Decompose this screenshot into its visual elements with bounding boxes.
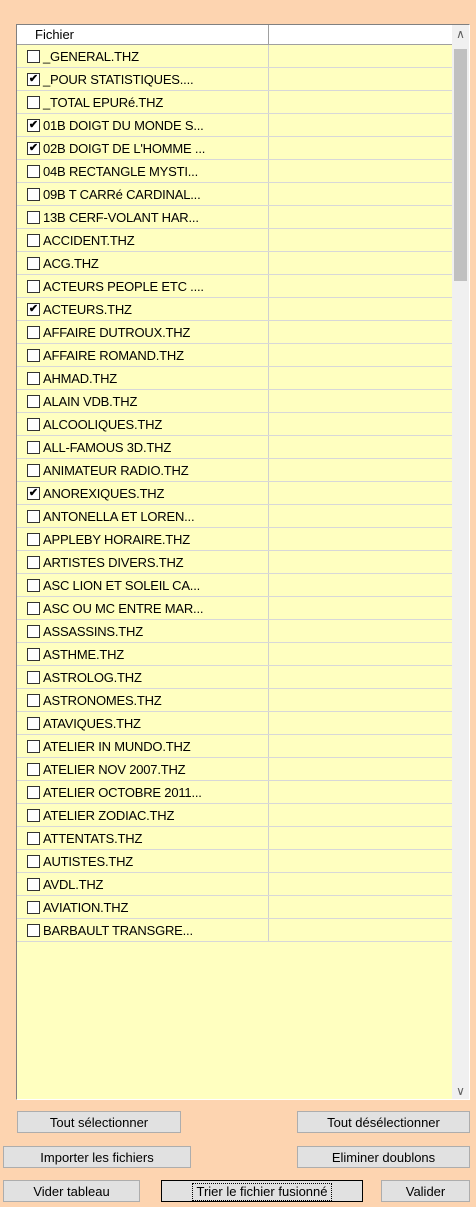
file-name: ASTRONOMES.THZ bbox=[43, 692, 162, 708]
file-checkbox[interactable] bbox=[27, 602, 40, 615]
blank-cell[interactable] bbox=[269, 436, 453, 458]
clear-table-button[interactable]: Vider tableau bbox=[3, 1180, 140, 1202]
file-checkbox[interactable] bbox=[27, 832, 40, 845]
blank-cell[interactable] bbox=[269, 482, 453, 504]
file-name-cell[interactable] bbox=[17, 68, 269, 90]
file-name-cell[interactable] bbox=[17, 505, 269, 527]
list-item[interactable] bbox=[17, 413, 453, 436]
blank-cell[interactable] bbox=[269, 252, 453, 274]
blank-cell[interactable] bbox=[269, 344, 453, 366]
file-checkbox[interactable] bbox=[27, 165, 40, 178]
list-item[interactable] bbox=[17, 712, 453, 735]
blank-cell[interactable] bbox=[269, 735, 453, 757]
file-name: _POUR STATISTIQUES.... bbox=[43, 71, 194, 87]
blank-cell[interactable] bbox=[269, 137, 453, 159]
file-checkbox[interactable] bbox=[27, 73, 40, 86]
file-checkbox[interactable] bbox=[27, 648, 40, 661]
blank-cell[interactable] bbox=[269, 183, 453, 205]
file-checkbox[interactable] bbox=[27, 395, 40, 408]
file-name: ALCOOLIQUES.THZ bbox=[43, 416, 163, 432]
blank-cell[interactable] bbox=[269, 528, 453, 550]
file-name: ATELIER OCTOBRE 2011... bbox=[43, 784, 202, 800]
file-name: 01B DOIGT DU MONDE S... bbox=[43, 117, 204, 133]
blank-cell[interactable] bbox=[269, 390, 453, 412]
blank-cell[interactable] bbox=[269, 620, 453, 642]
file-name: AHMAD.THZ bbox=[43, 370, 118, 386]
list-item[interactable] bbox=[17, 229, 453, 252]
blank-cell[interactable] bbox=[269, 275, 453, 297]
blank-cell[interactable] bbox=[269, 643, 453, 665]
blank-cell[interactable] bbox=[269, 68, 453, 90]
list-item[interactable] bbox=[17, 137, 453, 160]
list-item[interactable] bbox=[17, 436, 453, 459]
blank-cell[interactable] bbox=[269, 367, 453, 389]
list-item[interactable] bbox=[17, 183, 453, 206]
list-item[interactable] bbox=[17, 896, 453, 919]
file-name: 13B CERF-VOLANT HAR... bbox=[43, 209, 199, 225]
file-checkbox[interactable] bbox=[27, 418, 40, 431]
blank-cell[interactable] bbox=[269, 850, 453, 872]
file-name: ASSASSINS.THZ bbox=[43, 623, 143, 639]
list-item[interactable] bbox=[17, 45, 453, 68]
file-checkbox[interactable] bbox=[27, 740, 40, 753]
file-checkbox[interactable] bbox=[27, 142, 40, 155]
vertical-scrollbar[interactable] bbox=[452, 25, 469, 1099]
sort-merged-button[interactable] bbox=[161, 1180, 363, 1202]
file-name: ASC OU MC ENTRE MAR... bbox=[43, 600, 204, 616]
file-name: ALL-FAMOUS 3D.THZ bbox=[43, 439, 172, 455]
list-item[interactable] bbox=[17, 275, 453, 298]
file-name: ASTROLOG.THZ bbox=[43, 669, 142, 685]
file-name: 02B DOIGT DE L'HOMME ... bbox=[43, 140, 206, 156]
validate-button[interactable]: Valider bbox=[381, 1180, 470, 1202]
checkmark-icon: ✔ bbox=[28, 72, 39, 85]
file-checkbox[interactable] bbox=[27, 809, 40, 822]
blank-cell[interactable] bbox=[269, 298, 453, 320]
file-name: ACTEURS PEOPLE ETC .... bbox=[43, 278, 204, 294]
blank-cell[interactable] bbox=[269, 804, 453, 826]
blank-cell[interactable] bbox=[269, 574, 453, 596]
list-item[interactable] bbox=[17, 620, 453, 643]
file-checkbox[interactable] bbox=[27, 326, 40, 339]
file-name: ARTISTES DIVERS.THZ bbox=[43, 554, 184, 570]
file-checkbox[interactable] bbox=[27, 579, 40, 592]
file-name: ACCIDENT.THZ bbox=[43, 232, 135, 248]
column-header-blank[interactable] bbox=[269, 25, 453, 45]
list-item[interactable] bbox=[17, 390, 453, 413]
list-item[interactable] bbox=[17, 781, 453, 804]
blank-cell[interactable] bbox=[269, 712, 453, 734]
file-name-cell[interactable] bbox=[17, 804, 269, 826]
file-name-cell[interactable] bbox=[17, 643, 269, 665]
file-checkbox[interactable] bbox=[27, 441, 40, 454]
file-checkbox[interactable] bbox=[27, 119, 40, 132]
blank-cell[interactable] bbox=[269, 91, 453, 113]
list-item[interactable] bbox=[17, 298, 453, 321]
list-item[interactable] bbox=[17, 597, 453, 620]
list-item[interactable] bbox=[17, 114, 453, 137]
file-name-cell[interactable] bbox=[17, 666, 269, 688]
file-checkbox[interactable] bbox=[27, 924, 40, 937]
list-item[interactable] bbox=[17, 505, 453, 528]
list-item[interactable] bbox=[17, 827, 453, 850]
file-checkbox[interactable] bbox=[27, 303, 40, 316]
file-name: _GENERAL.THZ bbox=[43, 48, 139, 64]
file-name-cell[interactable] bbox=[17, 735, 269, 757]
file-name-cell[interactable] bbox=[17, 459, 269, 481]
file-name-cell[interactable] bbox=[17, 873, 269, 895]
file-name: ASTHME.THZ bbox=[43, 646, 125, 662]
file-checkbox[interactable] bbox=[27, 211, 40, 224]
blank-cell[interactable] bbox=[269, 505, 453, 527]
list-item[interactable] bbox=[17, 850, 453, 873]
file-name: ATELIER ZODIAC.THZ bbox=[43, 807, 175, 823]
file-name: 09B T CARRé CARDINAL... bbox=[43, 186, 201, 202]
file-name-cell[interactable] bbox=[17, 528, 269, 550]
file-name: ACG.THZ bbox=[43, 255, 99, 271]
file-checkbox[interactable] bbox=[27, 901, 40, 914]
list-item[interactable] bbox=[17, 482, 453, 505]
list-item[interactable] bbox=[17, 873, 453, 896]
file-name-cell[interactable] bbox=[17, 45, 269, 67]
file-checkbox[interactable] bbox=[27, 878, 40, 891]
blank-cell[interactable] bbox=[269, 758, 453, 780]
column-header-fichier[interactable]: Fichier bbox=[17, 25, 269, 45]
blank-cell[interactable] bbox=[269, 459, 453, 481]
file-name-cell[interactable] bbox=[17, 781, 269, 803]
checkmark-icon: ✔ bbox=[28, 486, 39, 499]
checkmark-icon: ✔ bbox=[28, 141, 39, 154]
list-item[interactable] bbox=[17, 919, 453, 942]
blank-cell[interactable] bbox=[269, 45, 453, 67]
list-item[interactable] bbox=[17, 804, 453, 827]
chevron-down-icon[interactable]: ∨ bbox=[456, 1083, 465, 1098]
file-name-cell[interactable] bbox=[17, 206, 269, 228]
checkmark-icon: ✔ bbox=[28, 118, 39, 131]
file-name: ANTONELLA ET LOREN... bbox=[43, 508, 195, 524]
blank-cell[interactable] bbox=[269, 114, 453, 136]
file-name-cell[interactable] bbox=[17, 252, 269, 274]
file-name: AVIATION.THZ bbox=[43, 899, 129, 915]
file-name-cell[interactable] bbox=[17, 597, 269, 619]
file-name-cell[interactable] bbox=[17, 551, 269, 573]
file-checkbox[interactable] bbox=[27, 694, 40, 707]
file-name-cell[interactable] bbox=[17, 229, 269, 251]
blank-cell[interactable] bbox=[269, 689, 453, 711]
list-item[interactable] bbox=[17, 160, 453, 183]
blank-cell[interactable] bbox=[269, 666, 453, 688]
scrollbar-thumb[interactable] bbox=[454, 49, 467, 281]
list-item[interactable] bbox=[17, 91, 453, 114]
file-name-cell[interactable] bbox=[17, 827, 269, 849]
file-name: _TOTAL EPURé.THZ bbox=[43, 94, 164, 110]
list-item[interactable] bbox=[17, 206, 453, 229]
blank-cell[interactable] bbox=[269, 229, 453, 251]
file-name-cell[interactable] bbox=[17, 482, 269, 504]
file-name-cell[interactable] bbox=[17, 183, 269, 205]
list-header bbox=[17, 25, 453, 45]
list-item[interactable] bbox=[17, 321, 453, 344]
blank-cell[interactable] bbox=[269, 919, 453, 941]
list-item[interactable] bbox=[17, 344, 453, 367]
file-name: 04B RECTANGLE MYSTI... bbox=[43, 163, 199, 179]
file-checkbox[interactable] bbox=[27, 855, 40, 868]
file-name: ATTENTATS.THZ bbox=[43, 830, 143, 846]
file-checkbox[interactable] bbox=[27, 786, 40, 799]
list-item[interactable] bbox=[17, 551, 453, 574]
file-checkbox[interactable] bbox=[27, 625, 40, 638]
blank-cell[interactable] bbox=[269, 896, 453, 918]
file-checkbox[interactable] bbox=[27, 556, 40, 569]
file-name-cell[interactable] bbox=[17, 344, 269, 366]
list-item[interactable] bbox=[17, 528, 453, 551]
list-item[interactable] bbox=[17, 735, 453, 758]
list-item[interactable] bbox=[17, 252, 453, 275]
file-checkbox[interactable] bbox=[27, 510, 40, 523]
file-name: AVDL.THZ bbox=[43, 876, 104, 892]
checkmark-icon: ✔ bbox=[28, 302, 39, 315]
file-name: APPLEBY HORAIRE.THZ bbox=[43, 531, 190, 547]
file-name-cell[interactable] bbox=[17, 758, 269, 780]
file-checkbox[interactable] bbox=[27, 257, 40, 270]
file-checkbox[interactable] bbox=[27, 280, 40, 293]
file-name: ASC LION ET SOLEIL CA... bbox=[43, 577, 201, 593]
file-name-cell[interactable] bbox=[17, 321, 269, 343]
file-checkbox[interactable] bbox=[27, 188, 40, 201]
select-all-button[interactable]: Tout sélectionner bbox=[17, 1111, 181, 1133]
file-checkbox[interactable] bbox=[27, 487, 40, 500]
file-name: AFFAIRE DUTROUX.THZ bbox=[43, 324, 191, 340]
file-name: ALAIN VDB.THZ bbox=[43, 393, 138, 409]
file-checkbox[interactable] bbox=[27, 234, 40, 247]
file-name-cell[interactable] bbox=[17, 896, 269, 918]
file-name: ATAVIQUES.THZ bbox=[43, 715, 141, 731]
list-item[interactable] bbox=[17, 367, 453, 390]
list-item[interactable] bbox=[17, 666, 453, 689]
file-name-cell[interactable] bbox=[17, 298, 269, 320]
file-name-cell[interactable] bbox=[17, 850, 269, 872]
file-name: ANIMATEUR RADIO.THZ bbox=[43, 462, 189, 478]
file-checkbox[interactable] bbox=[27, 717, 40, 730]
file-name-cell[interactable] bbox=[17, 436, 269, 458]
file-checkbox[interactable] bbox=[27, 349, 40, 362]
file-name-cell[interactable] bbox=[17, 919, 269, 941]
remove-duplicates-button[interactable]: Eliminer doublons bbox=[297, 1146, 470, 1168]
file-name-cell[interactable] bbox=[17, 275, 269, 297]
file-checkbox[interactable] bbox=[27, 96, 40, 109]
blank-cell[interactable] bbox=[269, 827, 453, 849]
blank-cell[interactable] bbox=[269, 160, 453, 182]
file-name: ACTEURS.THZ bbox=[43, 301, 132, 317]
file-name-cell[interactable] bbox=[17, 689, 269, 711]
list-item[interactable] bbox=[17, 68, 453, 91]
sort-merged-label: Trier le fichier fusionné bbox=[192, 1183, 331, 1201]
file-name: ANOREXIQUES.THZ bbox=[43, 485, 165, 501]
blank-cell[interactable] bbox=[269, 551, 453, 573]
file-checkbox[interactable] bbox=[27, 464, 40, 477]
list-item[interactable] bbox=[17, 574, 453, 597]
list-item[interactable] bbox=[17, 643, 453, 666]
import-files-button[interactable]: Importer les fichiers bbox=[3, 1146, 191, 1168]
file-checkbox[interactable] bbox=[27, 763, 40, 776]
file-name-cell[interactable] bbox=[17, 413, 269, 435]
list-item[interactable] bbox=[17, 459, 453, 482]
file-checkbox[interactable] bbox=[27, 50, 40, 63]
file-checkbox[interactable] bbox=[27, 671, 40, 684]
blank-cell[interactable] bbox=[269, 321, 453, 343]
file-name-cell[interactable] bbox=[17, 137, 269, 159]
blank-cell[interactable] bbox=[269, 206, 453, 228]
file-list[interactable] bbox=[16, 24, 470, 1100]
file-name-cell[interactable] bbox=[17, 114, 269, 136]
file-name-cell[interactable] bbox=[17, 712, 269, 734]
deselect-all-button[interactable]: Tout désélectionner bbox=[297, 1111, 470, 1133]
file-name-cell[interactable] bbox=[17, 390, 269, 412]
file-name: ATELIER IN MUNDO.THZ bbox=[43, 738, 191, 754]
file-name-cell[interactable] bbox=[17, 160, 269, 182]
file-rows bbox=[17, 45, 453, 1099]
chevron-up-icon[interactable]: ∧ bbox=[456, 26, 465, 41]
list-item[interactable] bbox=[17, 758, 453, 781]
file-checkbox[interactable] bbox=[27, 533, 40, 546]
file-name-cell[interactable] bbox=[17, 574, 269, 596]
list-item[interactable] bbox=[17, 689, 453, 712]
blank-cell[interactable] bbox=[269, 873, 453, 895]
file-name-cell[interactable] bbox=[17, 91, 269, 113]
blank-cell[interactable] bbox=[269, 413, 453, 435]
file-name: ATELIER NOV 2007.THZ bbox=[43, 761, 186, 777]
blank-cell[interactable] bbox=[269, 781, 453, 803]
file-name-cell[interactable] bbox=[17, 367, 269, 389]
blank-cell[interactable] bbox=[269, 597, 453, 619]
file-name-cell[interactable] bbox=[17, 620, 269, 642]
file-name: AUTISTES.THZ bbox=[43, 853, 134, 869]
file-name: BARBAULT TRANSGRE... bbox=[43, 922, 193, 938]
file-name: AFFAIRE ROMAND.THZ bbox=[43, 347, 184, 363]
file-checkbox[interactable] bbox=[27, 372, 40, 385]
